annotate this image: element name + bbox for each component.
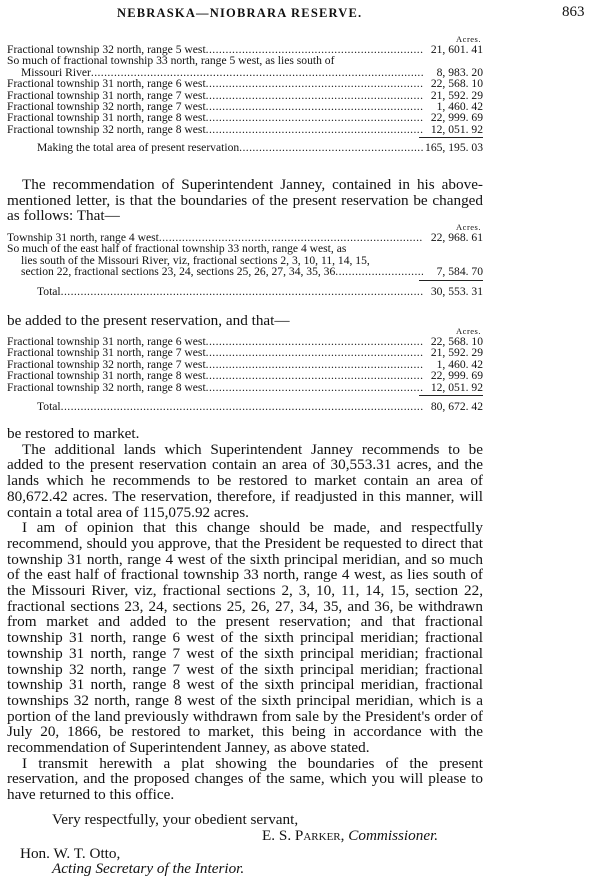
table-row: Fractional township 32 north, range 7 west ..... 1, 460. 42 — [7, 101, 483, 112]
paragraph: I am of opinion that this change should be made, and respectfully recommend, should you approve, that the President be requested to direct that township 31 north, range 4 west of the sixth principal meridian, and so much of the east half of fractional township 33 north, range 4 west, as lies south of the Missouri River, viz, fractional sections 2, 3, 10, 11, 14, 15, section 22, fractional sections 23, 24, sections 25, 26, 27, 34, 35, and 36, be withdrawn from market and added to the present reservation; and that fractional township 31 north, range 6 west of the sixth principal meridian; fractional township 31 north, range 7 west of the sixth principal meridian; fractional township 32 north, range 7 west of the sixth principal meridian; fractional township 31 north, range 8 west of the sixth principal meridian, fractional townships 32 north, range 8 west of the sixth principal meridian, which is a portion of the land previously withdrawn from sale by the President's order of July 20, 1866, be restored to market, this being in accordance with the recommendation of Superintendent Janney, as above stated. — [7, 519, 483, 757]
table-total-row: Total ..... 80, 672. 42 — [7, 401, 483, 412]
table-row: Fractional township 31 north, range 7 west ..... 21, 592. 29 — [7, 347, 483, 358]
table-row: Fractional township 32 north, range 8 west ..... 12, 051. 92 — [7, 124, 483, 135]
running-title: NEBRASKA—NIOBRARA RESERVE. — [117, 6, 363, 20]
addressee-name: Hon. W. T. Otto, — [20, 845, 121, 862]
sum-rule — [419, 137, 483, 138]
present-reservation-table — [7, 34, 483, 154]
table-total-row: Total ..... 30, 553. 31 — [7, 286, 483, 297]
table-row: Fractional township 31 north, range 7 west ..... 21, 592. 29 — [7, 90, 483, 101]
sum-rule — [419, 280, 483, 281]
unit-header: Acres. — [456, 34, 481, 44]
table-row: Missouri River ..... 8, 983. 20 — [7, 67, 483, 78]
table-row: Fractional township 31 north, range 8 west ..... 22, 999. 69 — [7, 112, 483, 123]
sum-rule — [419, 395, 483, 396]
paragraph: The recommendation of Superintendent Janney, contained in his above-mentioned letter, is that the boundaries of the present reservation be changed as follows: That— — [7, 176, 483, 225]
table-row-continued: So much of the east half of fractional township 33 north, range 4 west, as — [7, 242, 347, 256]
signer-name: E. S. Parker, — [262, 827, 345, 844]
signature — [262, 828, 438, 844]
table-row: Township 31 north, range 4 west ..... 22, 968. 61 — [7, 232, 483, 243]
additions-table — [7, 222, 483, 297]
addressee-title: Acting Secretary of the Interior. — [52, 860, 245, 877]
table-row: Fractional township 32 north, range 7 west ..... 1, 460. 42 — [7, 359, 483, 370]
paragraph: I transmit herewith a plat showing the boundaries of the present reservation, and the proposed changes of the same, which you will please to have returned to this office. — [7, 754, 483, 804]
table-row: Fractional township 31 north, range 8 west ..... 22, 999. 69 — [7, 370, 483, 381]
table-row-continued: lies south of the Missouri River, viz, fractional sections 2, 3, 10, 11, 14, 15, — [21, 253, 370, 267]
paragraph: The additional lands which Superintendent Janney recommends to be added to the present reservation contain an area of 30,553.31 acres, and the lands which he recommends to be restored to market contain an area of 80,672.42 acres. The reservation, therefore, if readjusted in this manner, will contain a total area of 115,075.92 acres. — [7, 440, 483, 521]
restored-lands-table — [7, 326, 483, 412]
table-row-continued: So much of fractional township 33 north, range 5 west, as lies south of — [7, 54, 335, 68]
table-row: Fractional township 32 north, range 8 west ..... 12, 051. 92 — [7, 382, 483, 393]
page-number: 863 — [562, 4, 585, 20]
salutation: Very respectfully, your obedient servant, — [52, 811, 299, 828]
unit-header: Acres. — [456, 326, 481, 336]
paragraph: be restored to market. — [7, 425, 140, 442]
table-row: Fractional township 31 north, range 6 west ..... 22, 568. 10 — [7, 336, 483, 347]
table-total-row: Making the total area of present reservation ..... 165, 195. 03 — [7, 142, 483, 153]
body-text — [7, 426, 483, 803]
unit-header: Acres. — [456, 222, 481, 232]
page-header — [0, 6, 600, 26]
table-row: Fractional township 31 north, range 6 west ..... 22, 568. 10 — [7, 78, 483, 89]
paragraph: be added to the present reservation, and that— — [7, 312, 290, 329]
table-row: section 22, fractional sections 23, 24, sections 25, 26, 27, 34, 35, 36 ..... 7, 584. 70 — [7, 266, 483, 277]
signer-title: Commissioner. — [348, 827, 439, 844]
table-row: Fractional township 32 north, range 5 west ..... 21, 601. 41 — [7, 44, 483, 55]
